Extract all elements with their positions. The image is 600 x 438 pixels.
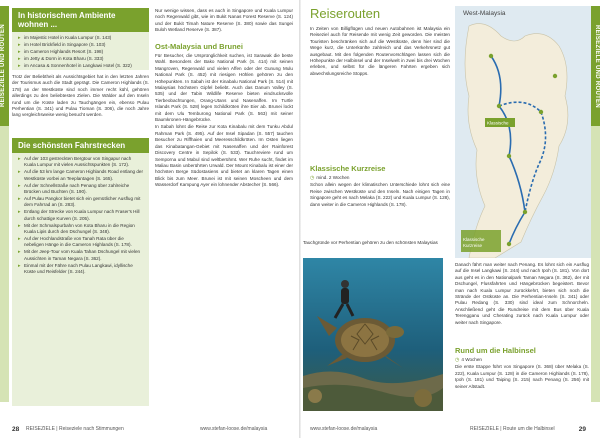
left-margin-bar [0, 126, 9, 402]
list-item: ▸ Mit der Jeep-Tour vom Kuala Tahan Dschungel mit vielen Aussichten in Taman Negara (S. 362). [18, 249, 143, 262]
left-footer-section: REISEZIELE | Reiseziele nach Stimmungen [26, 426, 124, 432]
historic-stays-title: In historischem Ambiente wohnen ... [12, 8, 149, 32]
list-item: ▸ Auf der 103 gestreckten Bergtour von Singapur nach Kuala Lumpur mit vielen Aussichtspunkten (S. 172). [18, 156, 143, 169]
list-item: ▸ Entlang der Strecke von Kuala Lumpur nach Fraser's Hill durch schattige Kurven (S. 205). [18, 209, 143, 222]
list-item: ▸ Auf die 53 km lange Cameron Highlands Road entlang der Westküste vorbei an Teeplantagen (S. 165). [18, 169, 143, 182]
right-col-text [455, 262, 589, 327]
left-footer-url[interactable]: www.stefan-loose.de/malaysia [200, 426, 268, 432]
round-trip-heading: Rund um die Halbinsel [455, 346, 536, 355]
right-footer-url[interactable]: www.stefan-loose.de/malaysia [310, 426, 378, 432]
route-map [455, 6, 591, 258]
right-col-paragraph: Danach fährt man weiter nach Penang. Es lohnt sich ein Ausflug auf die Insel Langkawi (S. 244) und nach Ipoh (S. 181). Von dort aus geht es in den Nationalpark Taman Negara (S. 362), der mit Dschungel, Flussfahrten und Hängebrücken begeistert. Bevor man nach Kuala Lumpur zurückkehrt, bieten sich noch die Strände der Ostküste an. Die Perhentian-Inseln (S. 341) oder Pulau Redang (S. 330) sind ideal zum Schnorcheln. Anschließend geht die Rundreise mit dem Bus über Kuala Terengganu und Cherating zurück nach Kuala Lumpur oder weiter nach Singapore. [455, 262, 589, 325]
left-col2-text-top: Nur wenige wissen, dass es auch in Singapore und Kuala Lumpur noch Regenwald gibt, wie im Bukit Nanas Forest Reserve (S. 124) und der Bukit Timah Nature Reserve (S. 380) sowie das Sungei Buloh Wetland Reserve (S. 387). [155, 8, 293, 33]
list-item: ▸ im Cameron Highlands Resort (S. 198) [18, 49, 143, 55]
scenic-routes-box [12, 138, 149, 406]
list-item: ▸ im Jetty & Dorm in Kota Bharu (S. 333) [18, 56, 143, 62]
round-trip-duration: ◷ 4 Wochen [455, 357, 482, 363]
clock-icon: ◷ [455, 357, 460, 363]
list-item: ▸ Einmal mit der Fähre nach Pulau Langkawi, idyllische Küste und Reisfelder (S. 244). [18, 263, 143, 276]
svg-text:Klassische: Klassische [487, 120, 509, 126]
right-margin-bar [591, 126, 600, 402]
round-trip-text: Die erste Etappe führt von Singapore (S. 368) über Melaka (S. 222), Kuala Lumpur (S. 128) in die Cameron Highlands (S. 178), Ipoh (S. 181) und Taiping (S. 215) nach Penang (S. 256) mit seiner Altstadt. [455, 364, 589, 389]
list-item: ▸ im Ancasa & Sonnenhotel in Langkawi Hotel (S. 322) [18, 63, 143, 69]
historic-stays-list [12, 32, 149, 73]
left-col2-section [155, 42, 293, 190]
historic-stays-box [12, 8, 149, 70]
list-item: ▸ Auf der Hochlandstraße von Tanah Rata über die nebeligen Hänge in die Cameron Highlands (S. 178). [18, 236, 143, 249]
short-trip-text: Schon allein wegen der klimatischen Unterschiede lohnt sich eine Reise zwischen Westküste und den Inseln. Nach einigen Tagen in Singapore geht es nach Melaka (S. 222) und Kuala Lumpur (S. 128), dann weiter in die Cameron Highlands (S. 178). [310, 182, 450, 207]
routes-intro-text: In Zeiten von Billigflügen und neuen Autobahnen ist Malaysia ein Reiseziel auch für Reisende mit wenig Zeit geworden. Die meisten Touristen beschränken sich auf die Westküste, denn hier sind die Wege kurz, die Unterkünfte zahlreich und das Verkehrsnetz gut ausgebaut. Mit den folgenden Routenvorschlägen lassen sich die Höhepunkte der Halbinsel und der Inselwelt in zwei bis drei Wochen erleben, und selbst für die längeren Fahrten ergeben sich abwechslungsreiche Stopps. [310, 26, 450, 76]
right-side-tab: REISEZIELE UND ROUTEN [591, 6, 600, 126]
left-side-tab: REISEZIELE UND ROUTEN [0, 6, 9, 126]
east-malaysia-heading: Ost-Malaysia und Brunei [155, 42, 243, 51]
scenic-routes-title: Die schönsten Fahrstrecken [12, 138, 149, 153]
photo-caption: Tauchgründe vor Perhentian gehören zu den schönsten Malaysias [303, 240, 438, 245]
short-trip-duration: ◷ mind. 2 Wochen [310, 175, 350, 181]
map-legend-label: Klassische Kurzreise [463, 237, 485, 248]
round-trip-section [455, 346, 589, 391]
scenic-routes-list [12, 153, 149, 279]
east-malaysia-text-2: In Sabah lohnt die Reise zur Kota Kinabalu mit dem Tunku Abdul Rahman Park (S. 495). Auf der Insel Sipadan (S. 557) tauchen Besucher zu Riffhaien und Meeresschildkröten. Im Osten liegen das Kinabatangan-Gebiet mit Nasenaffen und der Rainforest Discovery Centre in Sepilok (S. 533). Tauchreviere rund um Semporna und Mabul sind weltberühmt. Wer Ruhe sucht, findet im Maliau Basin unberührten Urwald. Der Mount Kinabalu ist einer der höchsten Berge Südostasiens und bietet an klaren Tagen einen Blick bis zum Meer. Brunei ist mit seinen Moscheen und dem Wasserdorf Kampung Ayer ein lohnender Abstecher (S. 566). [155, 124, 293, 188]
diver-turtle-photo [303, 258, 443, 411]
east-malaysia-text: Für Besucher, die Ursprünglichkeit suchen, ist Sarawak die beste Wahl. Besonders der Bako National Park (S. 414) mit seinen Mangroven, Regenwald und vielen Affen oder der Gunung Mulu National Park (S. 452) mit riesigen Höhlen gehören zu den Höhepunkten. In Sabah ist der Kinabalu National Park (S. 514) mit Malaysias höchstem Gipfel beliebt. Auch das Danum Valley (S. 535) und der Tabin Wildlife Reserve bieten eindrucksvolle Tierbeobachtungen, Orang-Utans und Nasenaffen. Im Turtle Islands Park (S. 528) legen Schildkröten ihre Eier ab. Brunei lockt mit dem Ulu Temburong National Park (S. 563) mit seiner Baumkronen-Hängebrücke. [155, 53, 293, 123]
page-title: Reiserouten [310, 6, 381, 21]
clock-icon: ◷ [310, 175, 315, 181]
list-item: ▸ Auf Pulau Pangkor bietet sich ein gemütlicher Ausflug mit dem Fahrrad an (S. 283). [18, 196, 143, 209]
right-page-number: 29 [578, 426, 586, 433]
map-title: West-Malaysia [463, 10, 506, 17]
short-trip-heading: Klassische Kurzreise [310, 164, 386, 173]
left-intro-text: Trotz der Beliebtheit als Aussichtsgebiet hat in den letzten Jahren der Tourismus auch die Stadt geprägt. Die Cameron Highlands (S. 178) an der Westküste sind noch immer recht kühl, gehören allerdings zu den beliebtesten Zielen. Die Wälder auf den Inseln rund um die Küste laden zu Tauchgängen ein, ebenso Pulau Perhentian (S. 341) und Pulau Tioman (S. 306), die noch Jahre lang vergleichsweise wenig besucht werden. [12, 74, 149, 118]
right-footer-section: REISEZIELE | Route um die Halbinsel [470, 426, 555, 432]
list-item: ▸ im Majestic Hotel in Kuala Lumpur (S. 143) [18, 35, 143, 41]
book-gutter [299, 0, 301, 438]
left-page-number: 28 [12, 426, 20, 433]
list-item: ▸ Auf der Schnellstraße nach Penang über zahlreiche Brücken und Buchten (S. 190). [18, 183, 143, 196]
short-trip-section [310, 164, 450, 209]
list-item: ▸ Mit der Schmalspurbahn von Kota Bharu in die Region Kuala Lipis durch den Dschungel (S. 348). [18, 223, 143, 236]
list-item: ▸ im Hotel Brickfield in Singapore (S. 103) [18, 42, 143, 48]
